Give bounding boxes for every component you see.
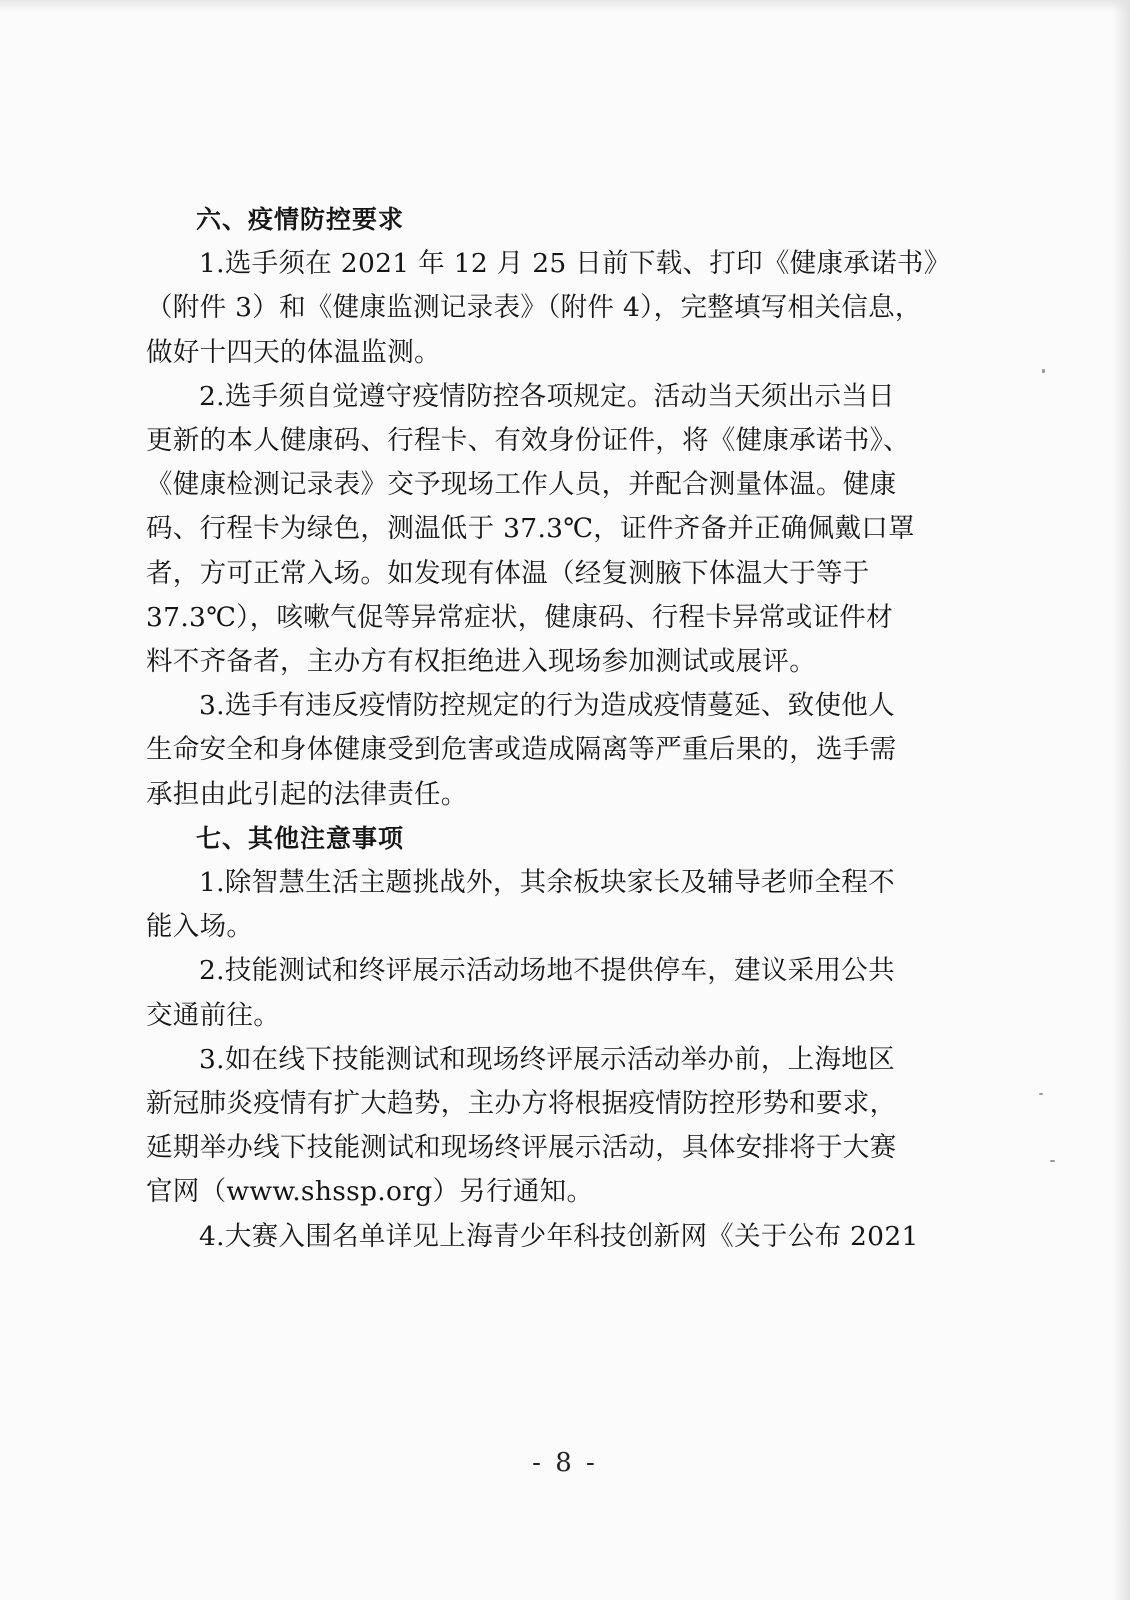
paragraph-health-pledge: 1.选手须在 2021 年 12 月 25 日前下载、打印《健康承诺书》 （附件 3）和《健康监测记录表》（附件 4），完整填写相关信息， 做好十四天的体温监测。 — [146, 248, 951, 368]
document-body — [146, 198, 966, 1259]
scan-speck — [1042, 369, 1045, 373]
paragraph-finalist-list: 4.大赛入围名单详见上海青少年科技创新网《关于公布 2021 — [199, 1220, 919, 1252]
scan-speck — [1039, 1093, 1043, 1095]
paragraph-parking: 2.技能测试和终评展示活动场地不提供停车，建议采用公共 交通前往。 — [146, 955, 895, 1031]
section-heading-epidemic-requirements: 六、疫情防控要求 — [196, 205, 405, 234]
scan-speck — [1050, 1160, 1055, 1162]
scan-shadow-top — [0, 0, 1130, 12]
page-number: - 8 - — [532, 1448, 598, 1478]
paragraph-legal-liability: 3.选手有违反疫情防控规定的行为造成疫情蔓延、致使他人 生命安全和身体健康受到危害或造成隔离等严重后果的，选手需 承担由此引起的法律责任。 — [146, 690, 897, 810]
paragraph-entry-requirements: 2.选手须自觉遵守疫情防控各项规定。活动当天须出示当日 更新的本人健康码、行程卡、有效身份证件，将《健康承诺书》、 《健康检测记录表》交予现场工作人员，并配合测量体温。健康 码、行程卡为绿色，测温低于 37.3℃，证件齐备并正确佩戴口罩 者，方可正常入场。如发现有体温（经复测腋下体温大于等于 37.3℃），咳嗽气促等异常症状，健康码、行程卡异常或证件材 料不齐备者，主办方有权拒绝进入现场参加测试或展评。 — [146, 380, 915, 678]
section-heading-other-notes: 七、其他注意事项 — [196, 823, 405, 853]
paragraph-postponement: 3.如在线下技能测试和现场终评展示活动举办前，上海地区 新冠肺炎疫情有扩大趋势，主办方将根据疫情防控形势和要求， 延期举办线下技能测试和现场终评展示活动，具体安排将于大赛 官网（www.shssp.org）另行通知。 — [146, 1043, 897, 1208]
paragraph-parent-entry: 1.除智慧生活主题挑战外，其余板块家长及辅导老师全程不 能入场。 — [146, 867, 895, 943]
scan-shadow-right — [1112, 0, 1130, 1600]
